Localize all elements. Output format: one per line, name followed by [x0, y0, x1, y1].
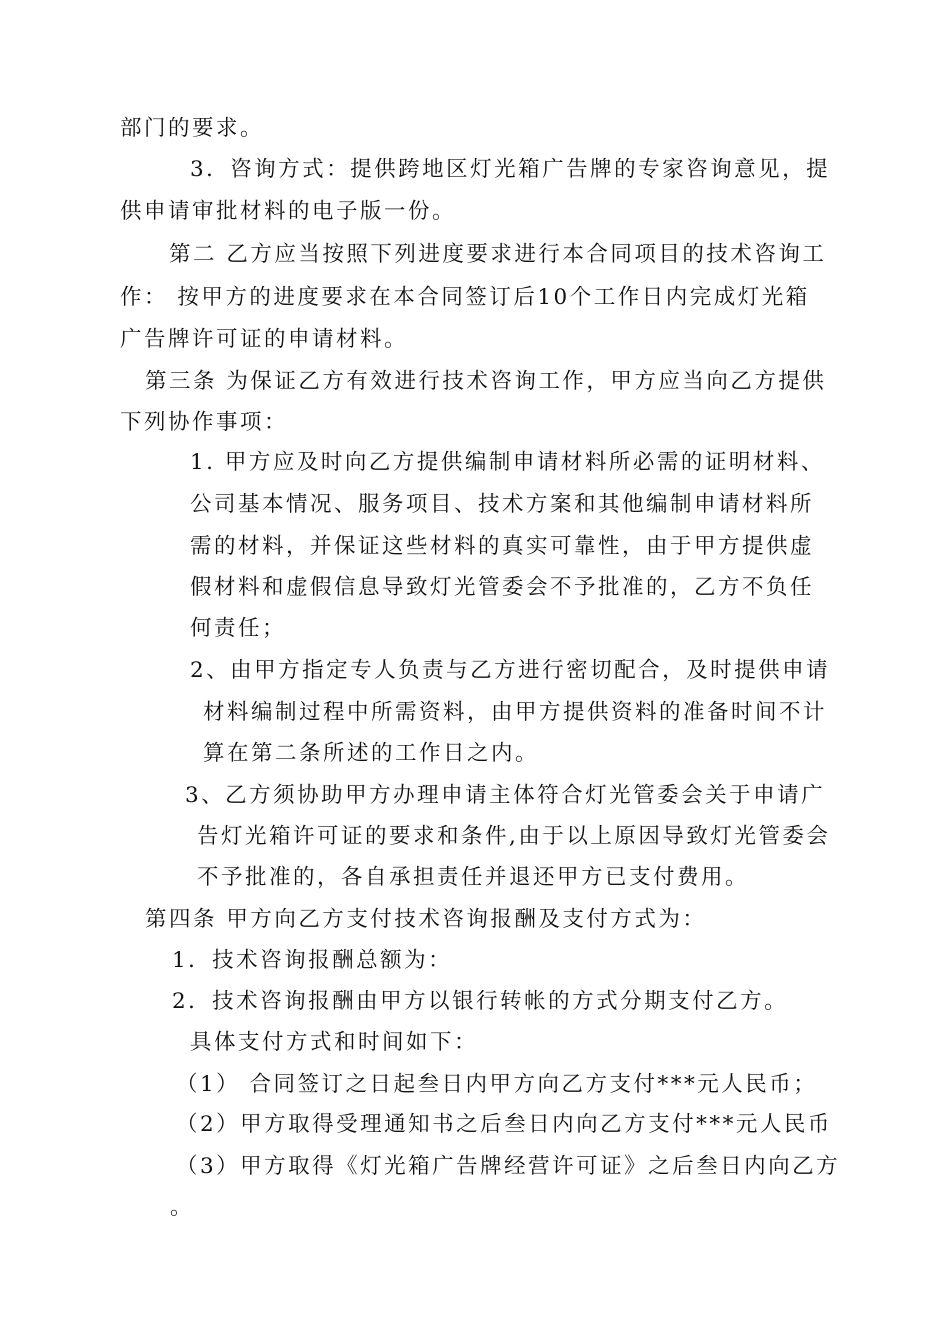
text-line: 。 — [170, 1195, 195, 1220]
text-line: （3）甲方取得《灯光箱广告牌经营许可证》之后叁日内向乙方 — [176, 1154, 841, 1179]
text-line: 3、乙方须协助甲方办理申请主体符合灯光管委会关于申请广 — [185, 783, 826, 808]
text-line: 告灯光箱许可证的要求和条件,由于以上原因导致灯光管委会 — [197, 824, 831, 849]
text-line: （1） 合同签订之日起叁日内甲方向乙方支付***元人民币； — [176, 1072, 818, 1097]
text-line: 1. 甲方应及时向乙方提供编制申请材料所必需的证明材料、 — [190, 450, 825, 475]
text-line: 何责任； — [190, 616, 287, 641]
text-line: 广告牌许可证的申请材料。 — [120, 327, 409, 352]
text-line: 1．技术咨询报酬总额为： — [172, 948, 453, 973]
text-line: 不予批准的，各自承担责任并退还甲方已支付费用。 — [197, 865, 750, 890]
text-line: 部门的要求。 — [120, 116, 265, 141]
text-line: 需的材料，并保证这些材料的真实可靠性，由于甲方提供虚 — [190, 534, 815, 559]
text-line: 具体支付方式和时间如下： — [190, 1030, 479, 1055]
text-line: 作： 按甲方的进度要求在本合同签订后10个工作日内完成灯光箱 — [120, 285, 810, 310]
text-line: 2．技术咨询报酬由甲方以银行转帐的方式分期支付乙方。 — [172, 989, 789, 1014]
text-line: 2、由甲方指定专人负责与乙方进行密切配合，及时提供申请 — [190, 658, 831, 683]
text-line: 下列协作事项： — [120, 410, 289, 435]
text-line: 算在第二条所述的工作日之内。 — [203, 741, 540, 766]
text-line: 3．咨询方式：提供跨地区灯光箱广告牌的专家咨询意见，提 — [190, 157, 831, 182]
text-line: 公司基本情况、服务项目、技术方案和其他编制申请材料所 — [190, 492, 815, 517]
text-line: 第三条 为保证乙方有效进行技术咨询工作，甲方应当向乙方提供 — [145, 369, 827, 394]
text-line: （2）甲方取得受理通知书之后叁日内向乙方支付***元人民币 — [176, 1112, 832, 1137]
text-line: 供申请审批材料的电子版一份。 — [120, 199, 457, 224]
text-line: 假材料和虚假信息导致灯光管委会不予批准的，乙方不负任 — [190, 575, 815, 600]
text-line: 第二 乙方应当按照下列进度要求进行本合同项目的技术咨询工 — [169, 242, 827, 267]
text-line: 第四条 甲方向乙方支付技术咨询报酬及支付方式为： — [145, 907, 707, 932]
text-line: 材料编制过程中所需资料，由甲方提供资料的准备时间不计 — [203, 700, 828, 725]
